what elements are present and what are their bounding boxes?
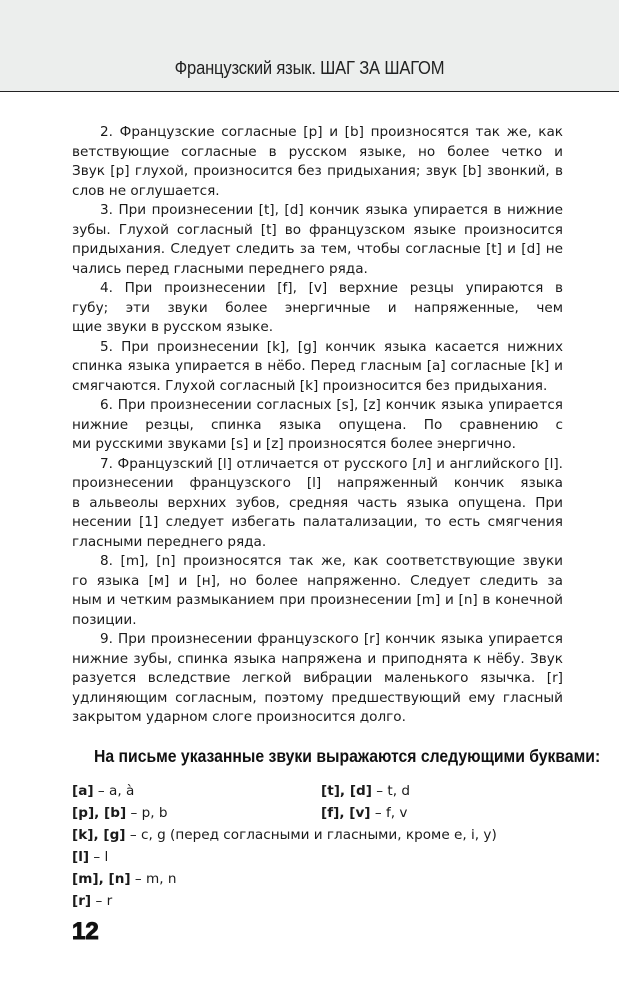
sound: [l] <box>72 849 90 865</box>
list-item <box>72 868 497 890</box>
letters: – p, b <box>126 805 168 821</box>
sound: [f], [v] <box>321 805 371 821</box>
text-line: ным и четким размыканием при произнесении [m] и [n] в конечной <box>72 592 563 608</box>
letters: – m, n <box>130 871 177 887</box>
text-line: чались перед гласными переднего ряда. <box>72 260 368 277</box>
text-line: 4. При произнесении [f], [v] верхние резцы упираются в <box>100 280 563 296</box>
list-item-second <box>321 780 410 802</box>
header-title: Французский язык. ШАГ ЗА ШАГОМ <box>174 58 445 78</box>
letters: – t, d <box>371 783 411 799</box>
sound: [p], [b] <box>72 805 127 821</box>
sound-letter-list <box>72 780 497 912</box>
text-line: в альвеолы верхних зубов, средняя часть языка опущена. При <box>72 494 563 511</box>
text-line: 7. Французский [l] отличается от русского [л] и английского [l]. <box>100 455 563 472</box>
page-number: 12 <box>72 918 99 945</box>
section-heading: На письме указанные звуки выражаются следующими буквами: <box>94 746 601 766</box>
sound: [r] <box>72 893 92 909</box>
text-line: нижние зубы, спинка языка напряжена и приподнята к нёбу. Звук <box>72 650 563 667</box>
text-line: произнесении французского [l] напряженный кончик языка <box>72 475 563 491</box>
letters: – r <box>91 893 113 909</box>
text-line: закрытом ударном слоге произносится долго. <box>72 709 406 725</box>
list-item-second <box>321 802 407 824</box>
list-item <box>72 802 497 824</box>
text-line: зубы. Глухой согласный [t] во французском языке произносится <box>72 221 563 238</box>
text-line: несении [1] следует избегать палатализации, то есть смягчения <box>72 514 563 530</box>
text-line: 6. При произнесении согласных [s], [z] кончик языка упирается <box>100 397 563 413</box>
sound: [t], [d] <box>321 783 372 799</box>
text-line: удлиняющим согласным, поэтому предшествующий ему гласный <box>72 689 563 706</box>
text-line: 3. При произнесении [t], [d] кончик языка упирается в нижние <box>100 202 563 218</box>
paragraph <box>72 396 563 455</box>
text-line: губу; эти звуки более энергичные и напряженные, чем <box>72 299 563 316</box>
text-line: 8. [m], [n] произносятся так же, как соответствующие звуки <box>100 553 563 569</box>
list-item <box>72 890 497 912</box>
text-line: слов не оглушается. <box>72 182 220 199</box>
letters: – a, à <box>93 783 135 799</box>
text-line: разуется вследствие легкой вибрации маленького язычка. [r] <box>72 670 563 686</box>
running-header <box>0 0 619 92</box>
paragraph <box>72 338 563 397</box>
text-line: Звук [p] глухой, произносится без придыхания; звук [b] звонкий, в <box>72 163 563 179</box>
text-line: смягчаются. Глухой согласный [k] произносится без придыхания. <box>72 377 548 394</box>
text-line: 2. Французские согласные [p] и [b] произносятся так же, как <box>100 124 563 140</box>
text-line: нижние резцы, спинка языка опущена. По сравнению с <box>72 416 563 433</box>
sound: [k], [g] <box>72 827 126 843</box>
text-line: щие звуки в русском языке. <box>72 319 274 335</box>
list-item <box>72 824 497 846</box>
sound: [a] <box>72 783 94 799</box>
text-line: спинка языка упирается в нёбо. Перед гласным [a] согласные [k] и <box>72 358 563 374</box>
paragraph <box>72 552 563 630</box>
paragraph <box>72 455 563 553</box>
letters: – l <box>89 849 109 865</box>
paragraph <box>72 279 563 338</box>
text-line: гласными переднего ряда. <box>72 533 267 550</box>
sound: [m], [n] <box>72 871 131 887</box>
text-line: ветствующие согласные в русском языке, но более четко и <box>72 143 563 160</box>
paragraph <box>72 630 563 728</box>
text-line: ми русскими звуками [s] и [z] произносятся более энергично. <box>72 436 516 452</box>
paragraph <box>72 201 563 279</box>
text-line: позиции. <box>72 611 137 628</box>
text-line: придыхания. Следует следить за тем, чтобы согласные [t] и [d] не <box>72 241 563 257</box>
list-item <box>72 780 497 802</box>
text-line: 9. При произнесении французского [r] кончик языка упирается <box>100 631 563 647</box>
body-text <box>72 123 563 728</box>
paragraph <box>72 123 563 201</box>
text-line: го языка [м] и [н], но более напряженно. Следует следить за <box>72 572 563 589</box>
list-item <box>72 846 497 868</box>
letters: – c, g (перед согласными и гласными, кроме e, i, y) <box>125 827 497 843</box>
text-line: 5. При произнесении [k], [g] кончик языка касается нижних <box>100 338 563 355</box>
letters: – f, v <box>370 805 408 821</box>
